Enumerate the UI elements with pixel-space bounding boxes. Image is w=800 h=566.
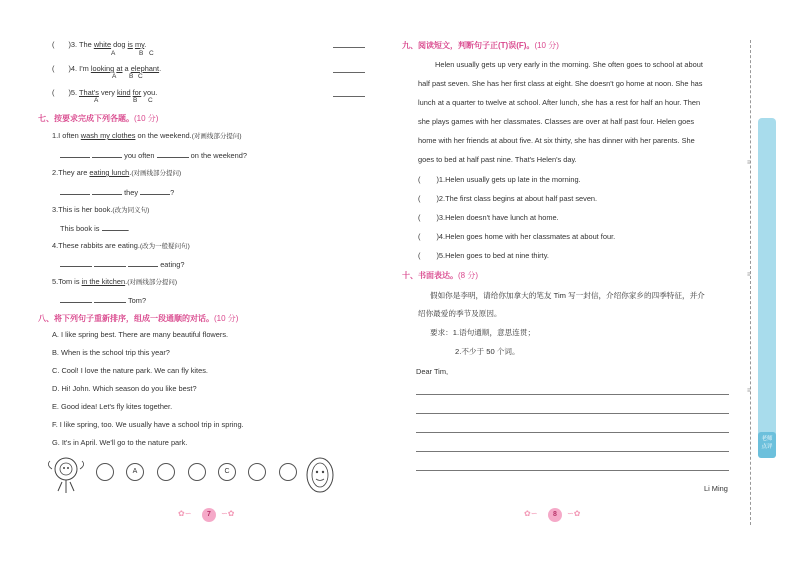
order-circle-3[interactable] <box>157 463 175 481</box>
s7-q5: 5.Tom is in the kitchen.(对画线部分提问) <box>52 277 178 286</box>
passage-line-1: Helen usually gets up very early in the morning. She often goes to school at about <box>435 60 703 69</box>
abc-label-b: B <box>133 97 138 104</box>
s7-q3: 3.This is her book.(改为同义句) <box>52 205 150 214</box>
page-number: 8 <box>548 508 562 522</box>
s7-q2: 2.They are eating lunch.(对画线部分提问) <box>52 168 182 177</box>
flower-decoration-icon: ∽✿ <box>567 509 581 518</box>
abc-label-a: A <box>94 97 99 104</box>
binding-mark-icon: ≡ <box>747 388 751 394</box>
s8-option-g: G. It's in April. We'll go to the nature park. <box>52 438 188 447</box>
q6-item-5: ( )5. That's very kind for you. <box>52 88 158 97</box>
abc-label-b: B <box>139 50 144 57</box>
passage-line-2: half past seven. She has her first class at eight. She doesn't go home at noon. She has <box>418 79 703 88</box>
s7-q2-answer[interactable]: they ? <box>60 187 174 197</box>
flower-decoration-icon: ∽✿ <box>221 509 235 518</box>
abc-label-b: B <box>129 73 134 80</box>
order-circle-1[interactable] <box>96 463 114 481</box>
flower-decoration-icon: ✿∽ <box>524 509 538 518</box>
passage-line-4: she plays games with her classmates. Classes are over at half past four. Helen goes <box>418 117 695 126</box>
order-circle-6[interactable] <box>248 463 266 481</box>
passage-line-3: lunch at a quarter to twelve at school. After lunch, she has a rest for half an hour. Then <box>418 98 701 107</box>
order-circle-4[interactable] <box>188 463 206 481</box>
q6-item-4: ( )4. I'm looking at a elephant. <box>52 64 162 73</box>
s7-q4: 4.These rabbits are eating.(改为一般疑问句) <box>52 241 190 250</box>
s8-option-d: D. Hi! John. Which season do you like best? <box>52 384 197 393</box>
writing-requirement-2: 2.不少于 50 个词。 <box>455 347 520 356</box>
letter-signature: Li Ming <box>704 484 728 493</box>
section-10-title: 十、书面表达。(8 分) <box>402 271 478 280</box>
s8-option-a: A. I like spring best. There are many beautiful flowers. <box>52 330 229 339</box>
cartoon-egg-character-icon <box>303 455 337 495</box>
abc-label-c: C <box>149 50 154 57</box>
binding-mark-icon: ≡ <box>747 160 751 166</box>
writing-line[interactable] <box>416 451 729 452</box>
writing-line[interactable] <box>416 394 729 395</box>
abc-label-a: A <box>111 50 116 57</box>
q6-item-3: ( )3. The white dog is my. <box>52 40 147 49</box>
tf-statement-2: ( )2.The first class begins at about half past seven. <box>418 194 598 203</box>
s8-option-f: F. I like spring, too. We usually have a school trip in spring. <box>52 420 244 429</box>
abc-label-a: A <box>112 73 117 80</box>
section-7-title: 七、按要求完成下列各题。(10 分) <box>38 114 159 123</box>
binding-line <box>750 40 751 525</box>
answer-line[interactable] <box>333 72 365 73</box>
tf-statement-4: ( )4.Helen goes home with her classmates at about four. <box>418 232 616 241</box>
page-number: 7 <box>202 508 216 522</box>
order-circle-5[interactable]: C <box>218 463 236 481</box>
passage-line-6: goes to bed at half past nine. That's Helen's day. <box>418 155 577 164</box>
s8-option-e: E. Good idea! Let's fly kites together. <box>52 402 173 411</box>
tf-statement-3: ( )3.Helen doesn't have lunch at home. <box>418 213 559 222</box>
abc-label-c: C <box>148 97 153 104</box>
tf-statement-1: ( )1.Helen usually gets up late in the morning. <box>418 175 581 184</box>
order-circle-7[interactable] <box>279 463 297 481</box>
side-panel <box>758 118 776 458</box>
s7-q1-answer[interactable]: you often on the weekend? <box>60 150 247 160</box>
writing-line[interactable] <box>416 432 729 433</box>
writing-line[interactable] <box>416 470 729 471</box>
order-circle-2[interactable]: A <box>126 463 144 481</box>
abc-label-c: C <box>138 73 143 80</box>
tf-statement-5: ( )5.Helen goes to bed at nine thirty. <box>418 251 549 260</box>
answer-line[interactable] <box>333 96 365 97</box>
flower-decoration-icon: ✿∽ <box>178 509 192 518</box>
writing-prompt-line-1: 假如你是李明，请给你加拿大的笔友 Tim 写一封信，介绍你家乡的四季特征，并介 <box>430 291 705 300</box>
right-page <box>400 0 800 566</box>
answer-line[interactable] <box>333 47 365 48</box>
cartoon-sunflower-icon <box>44 455 88 495</box>
passage-line-5: home with her friends at about five. At six thirty, she has dinner with her parents. She <box>418 136 695 145</box>
s8-option-b: B. When is the school trip this year? <box>52 348 170 357</box>
binding-mark-icon: ≡ <box>747 272 751 278</box>
letter-greeting: Dear Tim, <box>416 367 449 376</box>
s7-q5-answer[interactable]: Tom? <box>60 295 146 305</box>
s7-q3-answer[interactable]: This book is . <box>60 224 130 233</box>
s7-q4-answer[interactable]: eating? <box>60 259 184 269</box>
teacher-comment-tab: 老师 点评 <box>758 432 776 458</box>
s7-q1: 1.I often wash my clothes on the weekend.(对画线部分提问) <box>52 131 242 140</box>
writing-requirement-1: 要求：1.语句通顺，意思连贯； <box>430 328 536 337</box>
section-8-title: 八、将下列句子重新排序，组成一段通顺的对话。(10 分) <box>38 314 239 323</box>
section-9-title: 九、阅读短文，判断句子正(T)误(F)。(10 分) <box>402 41 559 50</box>
writing-line[interactable] <box>416 413 729 414</box>
s8-option-c: C. Cool! I love the nature park. We can fly kites. <box>52 366 208 375</box>
writing-prompt-line-2: 绍你最爱的季节及原因。 <box>418 309 502 318</box>
